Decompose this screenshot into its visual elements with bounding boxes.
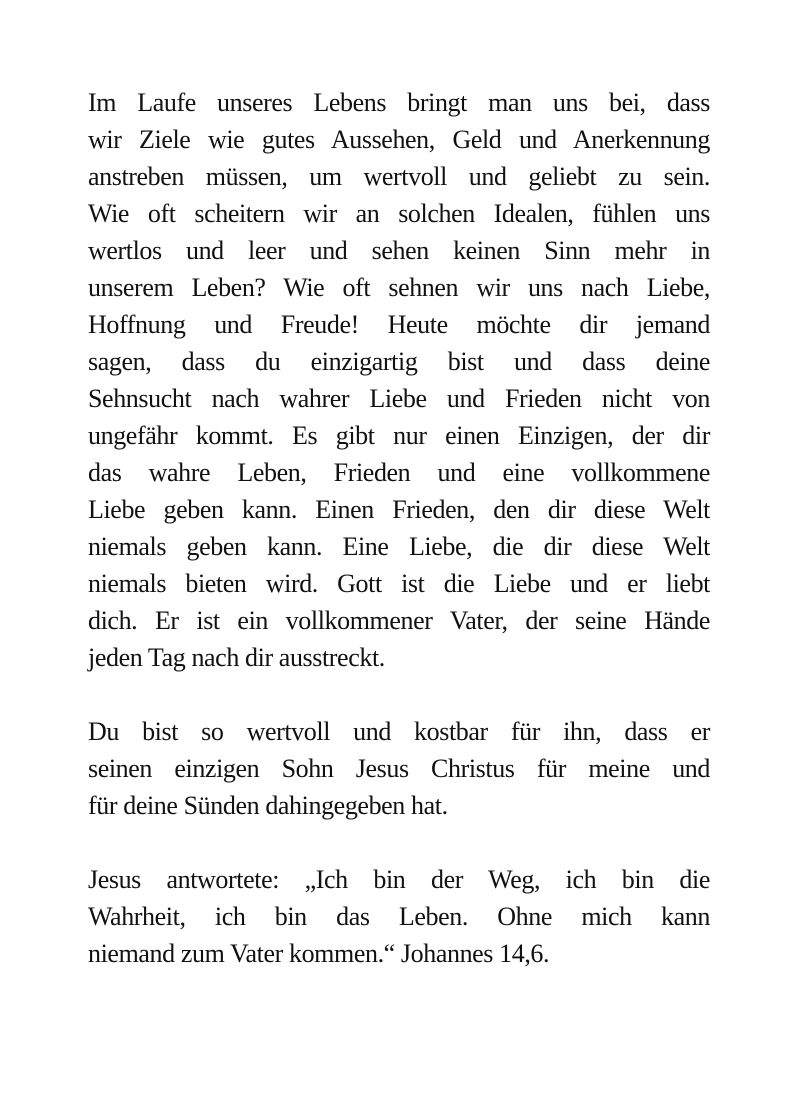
text-line: Wahrheit, ich bin das Leben. Ohne mich kann: [88, 902, 710, 931]
paragraph-sacrifice: [88, 713, 710, 824]
paragraph-intro: [88, 84, 710, 676]
text-line: unserem Leben? Wie oft sehnen wir uns nach Liebe,: [88, 273, 710, 302]
text-line: niemand zum Vater kommen.“ Johannes 14,6.: [88, 939, 550, 968]
text-line: wir Ziele wie gutes Aussehen, Geld und Anerkennung: [88, 125, 710, 154]
text-line: anstreben müssen, um wertvoll und geliebt zu sein.: [88, 162, 710, 191]
text-line: Du bist so wertvoll und kostbar für ihn, dass er: [88, 717, 710, 746]
text-line: jeden Tag nach dir ausstreckt.: [88, 643, 385, 672]
text-line: niemals geben kann. Eine Liebe, die dir diese Welt: [88, 532, 710, 561]
text-line: das wahre Leben, Frieden und eine vollkommene: [88, 458, 710, 487]
text-line: seinen einzigen Sohn Jesus Christus für meine und: [88, 754, 710, 783]
text-line: Jesus antwortete: „Ich bin der Weg, ich bin die: [88, 865, 710, 894]
text-line: für deine Sünden dahingegeben hat.: [88, 791, 448, 820]
paragraph-bible-quote: [88, 861, 710, 972]
text-line: Sehnsucht nach wahrer Liebe und Frieden nicht von: [88, 384, 710, 413]
text-line: Wie oft scheitern wir an solchen Idealen, fühlen uns: [88, 199, 710, 228]
text-line: Im Laufe unseres Lebens bringt man uns bei, dass: [88, 88, 710, 117]
text-line: dich. Er ist ein vollkommener Vater, der seine Hände: [88, 606, 710, 635]
text-line: Liebe geben kann. Einen Frieden, den dir diese Welt: [88, 495, 710, 524]
text-line: ungefähr kommt. Es gibt nur einen Einzigen, der dir: [88, 421, 710, 450]
document-page: [88, 84, 710, 972]
text-line: sagen, dass du einzigartig bist und dass deine: [88, 347, 710, 376]
text-line: wertlos und leer und sehen keinen Sinn mehr in: [88, 236, 710, 265]
text-line: niemals bieten wird. Gott ist die Liebe und er liebt: [88, 569, 710, 598]
text-line: Hoffnung und Freude! Heute möchte dir jemand: [88, 310, 710, 339]
